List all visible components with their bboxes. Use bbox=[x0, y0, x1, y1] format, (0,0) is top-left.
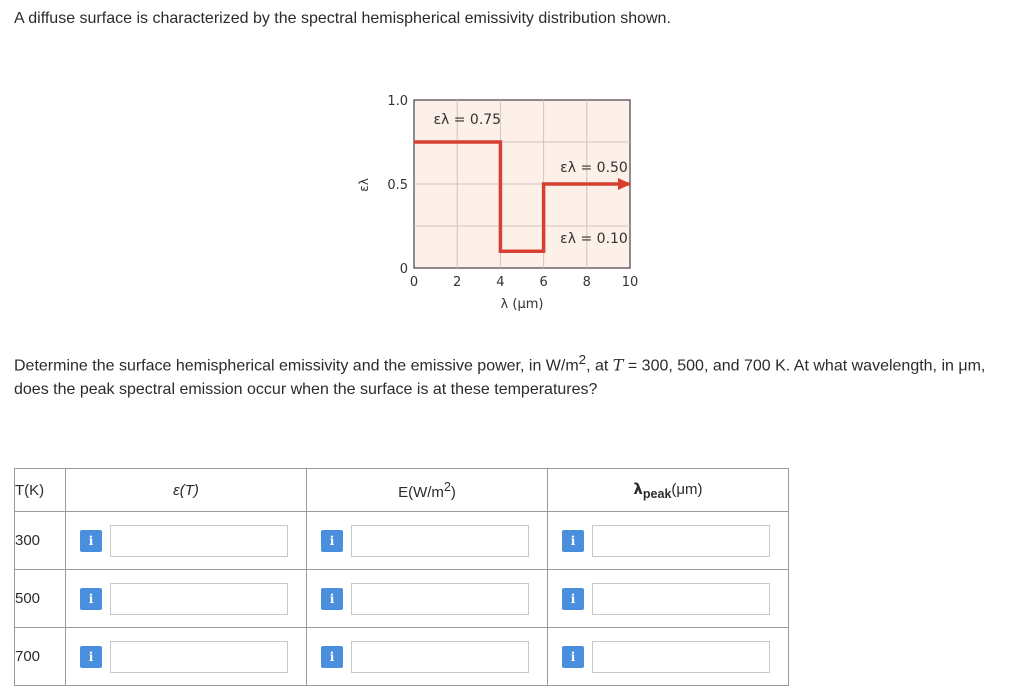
info-icon[interactable]: i bbox=[321, 530, 343, 552]
temperature-value: 700 bbox=[15, 628, 66, 686]
peak-wavelength-input[interactable] bbox=[592, 525, 770, 557]
question-temperature-var: T bbox=[612, 355, 624, 375]
header-emissivity bbox=[66, 469, 307, 512]
header-lambda-symbol: λ bbox=[633, 479, 643, 498]
emissivity-cell bbox=[66, 628, 307, 686]
x-tick-label: 0 bbox=[409, 275, 419, 290]
emissivity-cell bbox=[66, 512, 307, 570]
info-icon[interactable]: i bbox=[321, 646, 343, 668]
emissivity-input[interactable] bbox=[110, 525, 288, 557]
x-tick-label: 6 bbox=[539, 275, 548, 290]
emissivity-chart bbox=[350, 84, 670, 324]
header-emissive-power-label: E(W/m bbox=[398, 483, 444, 501]
peak-wavelength-cell bbox=[548, 628, 789, 686]
temperature-value: 300 bbox=[15, 512, 66, 570]
emissivity-cell bbox=[66, 570, 307, 628]
table-row bbox=[15, 512, 789, 570]
y-tick-label: 0.5 bbox=[387, 178, 408, 193]
emissive-power-input[interactable] bbox=[351, 525, 529, 557]
peak-wavelength-cell bbox=[548, 512, 789, 570]
info-icon[interactable]: i bbox=[562, 646, 584, 668]
info-icon[interactable]: i bbox=[80, 530, 102, 552]
peak-wavelength-cell bbox=[548, 570, 789, 628]
emissive-power-input[interactable] bbox=[351, 583, 529, 615]
question-text-1: Determine the surface hemispherical emissivity and the emissive power, in W/m bbox=[14, 357, 579, 375]
emissive-power-cell bbox=[307, 628, 548, 686]
emissive-power-cell bbox=[307, 570, 548, 628]
x-tick-label: 8 bbox=[582, 275, 591, 290]
emissivity-input[interactable] bbox=[110, 583, 288, 615]
y-axis-label: ελ bbox=[357, 178, 371, 192]
header-emissive-power bbox=[307, 469, 548, 512]
header-emissive-power-sup: 2 bbox=[443, 479, 451, 494]
header-lambda-subscript: peak bbox=[642, 486, 672, 501]
info-icon[interactable]: i bbox=[321, 588, 343, 610]
info-icon[interactable]: i bbox=[562, 588, 584, 610]
question-unit-superscript: 2 bbox=[578, 352, 587, 367]
x-axis-label: λ (μm) bbox=[500, 297, 544, 312]
header-emissivity-label: ε(T) bbox=[173, 481, 199, 499]
header-emissive-power-end: ) bbox=[450, 483, 456, 501]
emissivity-annotation: ελ = 0.50 bbox=[560, 160, 628, 176]
table-header-row bbox=[15, 469, 789, 512]
table-row bbox=[15, 570, 789, 628]
x-tick-label: 2 bbox=[453, 275, 462, 290]
info-icon[interactable]: i bbox=[562, 530, 584, 552]
answer-table bbox=[14, 468, 789, 686]
x-tick-label: 4 bbox=[496, 275, 505, 290]
emissive-power-cell bbox=[307, 512, 548, 570]
peak-wavelength-input[interactable] bbox=[592, 641, 770, 673]
emissivity-input[interactable] bbox=[110, 641, 288, 673]
problem-intro: A diffuse surface is characterized by the spectral hemispherical emissivity distribution shown. bbox=[14, 10, 671, 27]
info-icon[interactable]: i bbox=[80, 646, 102, 668]
emissivity-annotation: ελ = 0.75 bbox=[433, 112, 502, 128]
y-tick-label: 0 bbox=[399, 262, 408, 277]
info-icon[interactable]: i bbox=[80, 588, 102, 610]
temperature-value: 500 bbox=[15, 570, 66, 628]
header-peak-wavelength bbox=[548, 469, 789, 512]
question-text-2: , at bbox=[586, 357, 613, 375]
y-tick-label: 1.0 bbox=[387, 94, 408, 109]
question-text-3: = 300, 500, and 700 K. At what wavelength, in μm, does the peak spectral emission occur when the surface is at these temperatures? bbox=[14, 357, 986, 399]
peak-wavelength-input[interactable] bbox=[592, 583, 770, 615]
header-lambda-unit: (μm) bbox=[671, 480, 703, 498]
header-temperature: T(K) bbox=[15, 469, 66, 512]
emissive-power-input[interactable] bbox=[351, 641, 529, 673]
problem-question bbox=[14, 348, 1014, 402]
table-row bbox=[15, 628, 789, 686]
emissivity-annotation: ελ = 0.10 bbox=[560, 231, 628, 248]
x-tick-label: 10 bbox=[621, 275, 639, 290]
